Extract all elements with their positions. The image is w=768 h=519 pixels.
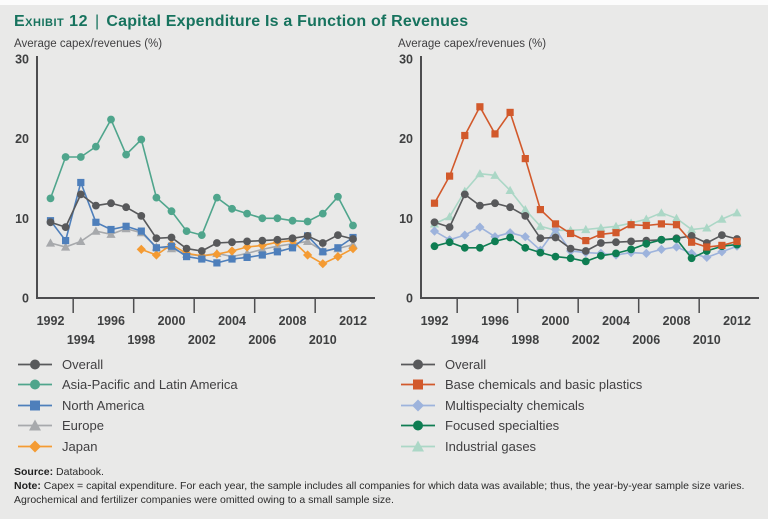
legend-label: Asia-Pacific and Latin America — [62, 377, 238, 393]
legend-item — [400, 395, 768, 416]
svg-text:2010: 2010 — [692, 333, 721, 347]
legend-item — [400, 375, 768, 396]
svg-text:1994: 1994 — [450, 333, 479, 347]
svg-text:10: 10 — [15, 211, 29, 226]
svg-text:2004: 2004 — [602, 314, 630, 328]
svg-text:2012: 2012 — [339, 314, 367, 328]
legend-marker-triangle-icon — [400, 439, 436, 454]
svg-text:1992: 1992 — [420, 314, 449, 328]
legend-marker-circle-icon — [17, 377, 53, 392]
svg-text:0: 0 — [22, 291, 29, 306]
source-line — [14, 465, 754, 479]
legends-row — [0, 354, 768, 457]
svg-text:2000: 2000 — [157, 314, 186, 328]
title-text: Capital Expenditure Is a Function of Revenues — [106, 13, 469, 30]
svg-text:2002: 2002 — [187, 333, 216, 347]
svg-text:2008: 2008 — [278, 314, 307, 328]
note-label: Note: — [14, 479, 41, 492]
footer-notes — [0, 457, 768, 507]
legend-item — [17, 375, 384, 396]
exhibit-number: Exhibit 12 — [14, 13, 88, 30]
legend-marker-circle-icon — [400, 418, 436, 433]
svg-text:20: 20 — [399, 132, 413, 147]
svg-text:30: 30 — [15, 52, 29, 67]
legend-item — [400, 416, 768, 437]
legend-marker-circle-icon — [400, 357, 436, 372]
legend-label: Overall — [62, 356, 104, 372]
exhibit-header — [0, 5, 768, 36]
svg-text:2012: 2012 — [723, 314, 751, 328]
legend-label: Base chemicals and basic plastics — [445, 377, 643, 393]
svg-text:2006: 2006 — [248, 333, 277, 347]
svg-text:1996: 1996 — [97, 314, 125, 328]
svg-text:1996: 1996 — [481, 314, 509, 328]
svg-text:2000: 2000 — [541, 314, 570, 328]
left-axis-title: Average capex/revenues (%) — [14, 38, 163, 50]
svg-text:1998: 1998 — [511, 333, 540, 347]
left-panel — [0, 36, 384, 352]
legend-item — [17, 395, 384, 416]
svg-text:1994: 1994 — [66, 333, 95, 347]
right-chart — [384, 52, 768, 352]
legend-marker-circle-icon — [17, 357, 53, 372]
legend-label: Focused specialties — [445, 418, 560, 434]
legend-marker-triangle-icon — [17, 418, 53, 433]
svg-text:1992: 1992 — [36, 314, 65, 328]
svg-text:2008: 2008 — [662, 314, 691, 328]
svg-text:1998: 1998 — [127, 333, 156, 347]
legend-item — [17, 416, 384, 437]
left-chart — [0, 52, 384, 352]
svg-text:0: 0 — [406, 291, 413, 306]
legend-marker-diamond-icon — [17, 439, 53, 454]
legend-label: Japan — [62, 438, 98, 454]
legend-label: Overall — [445, 356, 487, 372]
legend-label: Europe — [62, 418, 104, 434]
legend-marker-diamond-icon — [400, 398, 436, 413]
svg-text:2006: 2006 — [632, 333, 661, 347]
title-separator: | — [94, 13, 100, 30]
legend-marker-square-icon — [17, 398, 53, 413]
left-legend — [0, 354, 384, 457]
note-text: Capex = capital expenditure. For each year, the sample includes all companies for which data was available; thus, the year-by-year sample size varies. Agrochemical and fertilizer companies were omitted owing to a small sample size. — [14, 479, 745, 506]
svg-text:2002: 2002 — [571, 333, 600, 347]
charts-row — [0, 36, 768, 352]
legend-label: Industrial gases — [445, 438, 537, 454]
legend-item — [400, 354, 768, 375]
source-text: Databook. — [56, 465, 104, 478]
svg-text:10: 10 — [399, 211, 413, 226]
legend-item — [400, 436, 768, 457]
legend-item — [17, 354, 384, 375]
svg-text:2004: 2004 — [218, 314, 246, 328]
legend-marker-square-icon — [400, 377, 436, 392]
note-line — [14, 479, 754, 507]
legend-item — [17, 436, 384, 457]
right-legend — [384, 354, 768, 457]
svg-text:20: 20 — [15, 132, 29, 147]
page-title — [14, 13, 754, 31]
legend-label: North America — [62, 397, 145, 413]
legend-label: Multispecialty chemicals — [445, 397, 585, 413]
right-axis-title: Average capex/revenues (%) — [398, 38, 547, 50]
svg-text:30: 30 — [399, 52, 413, 67]
right-panel — [384, 36, 768, 352]
source-label: Source: — [14, 465, 54, 478]
svg-text:2010: 2010 — [308, 333, 337, 347]
